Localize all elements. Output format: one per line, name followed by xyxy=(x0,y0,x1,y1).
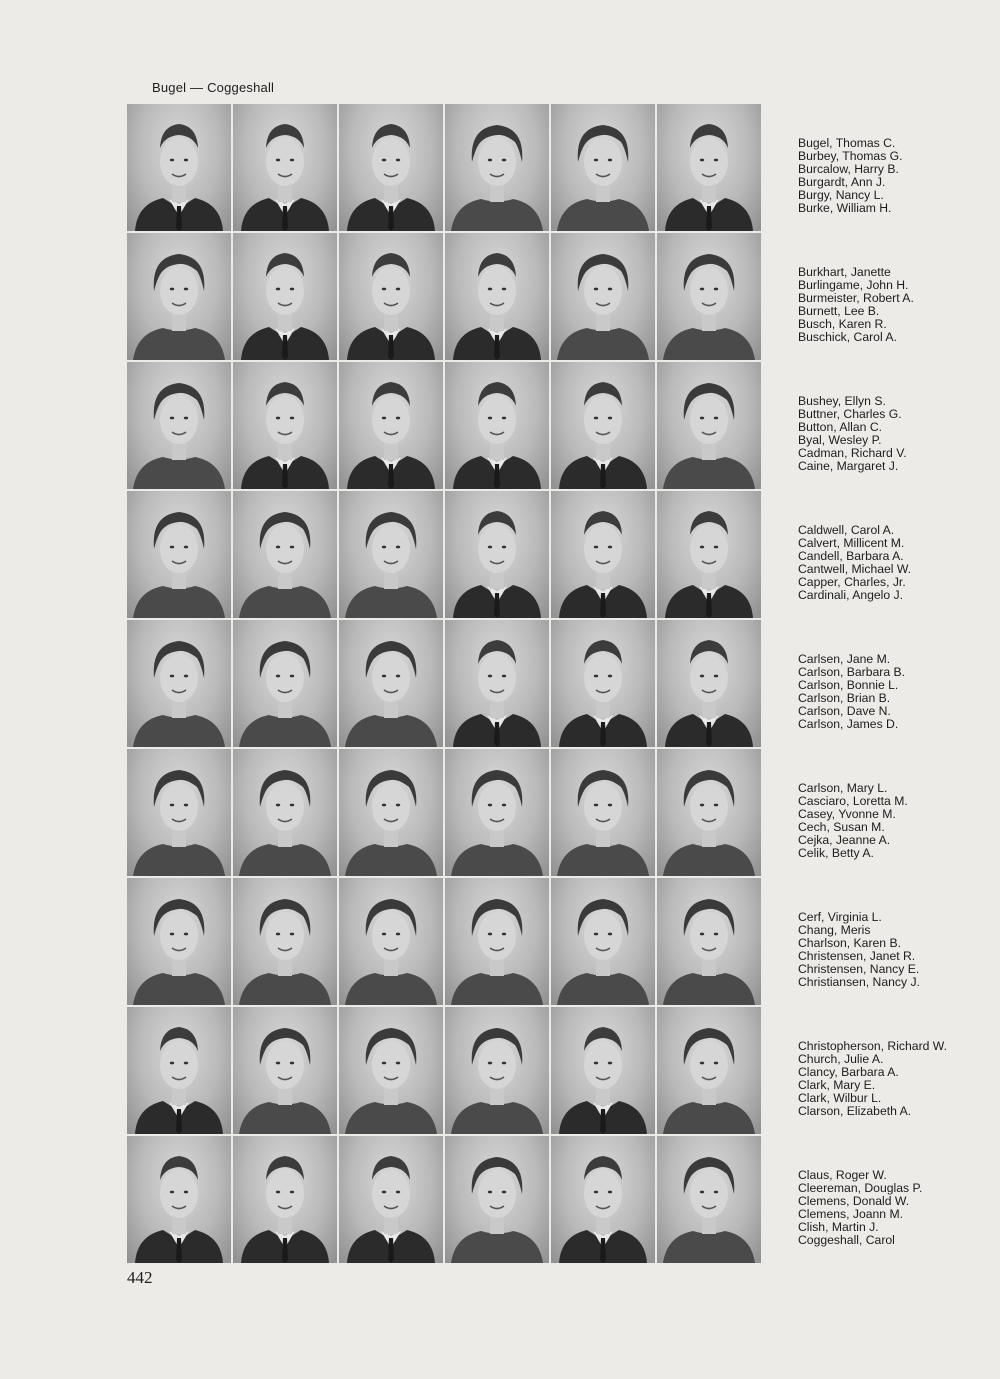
portrait-photo xyxy=(551,104,655,231)
running-head: Bugel — Coggeshall xyxy=(152,80,275,95)
portrait-photo xyxy=(339,104,443,231)
portrait-photo xyxy=(127,1136,231,1263)
portrait-photo xyxy=(657,749,761,876)
portrait-photo xyxy=(127,233,231,360)
student-name: Cantwell, Michael W. xyxy=(798,561,912,576)
portrait-photo xyxy=(551,620,655,747)
portrait-photo xyxy=(233,362,337,489)
student-name: Coggeshall, Carol xyxy=(798,1232,895,1247)
portrait-photo xyxy=(657,1136,761,1263)
student-name: Burnett, Lee B. xyxy=(798,303,880,318)
portrait-row xyxy=(127,1007,761,1134)
student-name: Cadman, Richard V. xyxy=(798,445,907,460)
student-name: Burke, William H. xyxy=(798,200,892,215)
portrait-photo xyxy=(233,491,337,618)
student-name: Burmeister, Robert A. xyxy=(798,290,914,305)
portrait-photo xyxy=(551,1007,655,1134)
student-name: Cejka, Jeanne A. xyxy=(798,832,891,847)
name-list xyxy=(798,1169,988,1246)
portrait-photo xyxy=(339,1136,443,1263)
portrait-row xyxy=(127,878,761,1005)
portrait-photo xyxy=(657,878,761,1005)
student-name: Candell, Barbara A. xyxy=(798,548,904,563)
student-name: Clarson, Elizabeth A. xyxy=(798,1103,912,1118)
student-name: Cech, Susan M. xyxy=(798,819,885,834)
portrait-row xyxy=(127,491,761,618)
student-name: Carlson, James D. xyxy=(798,716,899,731)
student-name: Claus, Roger W. xyxy=(798,1168,887,1182)
student-name: Clark, Wilbur L. xyxy=(798,1090,882,1105)
name-list xyxy=(798,266,988,343)
student-name: Clark, Mary E. xyxy=(798,1077,876,1092)
student-name: Chang, Meris xyxy=(798,922,871,937)
portrait-photo xyxy=(445,491,549,618)
portrait-row xyxy=(127,233,761,360)
student-name: Clemens, Joann M. xyxy=(798,1206,903,1221)
student-name: Cardinali, Angelo J. xyxy=(798,587,904,602)
student-name: Buschick, Carol A. xyxy=(798,329,897,344)
portrait-row xyxy=(127,1136,761,1263)
name-list xyxy=(798,395,988,472)
student-name: Clemens, Donald W. xyxy=(798,1193,910,1208)
student-name: Calvert, Millicent M. xyxy=(798,535,905,550)
student-name: Clish, Martin J. xyxy=(798,1219,879,1234)
page-number: 442 xyxy=(127,1268,153,1287)
portrait-photo xyxy=(127,620,231,747)
portrait-photo xyxy=(127,362,231,489)
student-name: Burbey, Thomas G. xyxy=(798,148,903,163)
portrait-photo xyxy=(445,233,549,360)
student-name: Bugel, Thomas C. xyxy=(798,136,896,150)
student-name: Church, Julie A. xyxy=(798,1051,884,1066)
name-list xyxy=(798,1040,988,1117)
portrait-photo xyxy=(127,104,231,231)
student-name: Casey, Yvonne M. xyxy=(798,806,896,821)
portrait-photo xyxy=(233,749,337,876)
student-name: Caine, Margaret J. xyxy=(798,458,899,473)
student-name: Christiansen, Nancy J. xyxy=(798,974,920,989)
student-name: Capper, Charles, Jr. xyxy=(798,574,906,589)
student-name: Carlson, Dave N. xyxy=(798,703,891,718)
portrait-photo xyxy=(127,749,231,876)
student-name: Christensen, Janet R. xyxy=(798,948,916,963)
student-name: Carlson, Bonnie L. xyxy=(798,677,899,692)
portrait-photo xyxy=(551,362,655,489)
name-list xyxy=(798,524,988,601)
student-name: Busch, Karen R. xyxy=(798,316,887,331)
name-list xyxy=(798,782,988,859)
portrait-photo xyxy=(339,362,443,489)
student-name: Buttner, Charles G. xyxy=(798,406,902,421)
name-list xyxy=(798,653,988,730)
student-name: Carlson, Mary L. xyxy=(798,781,888,795)
student-name: Cerf, Virginia L. xyxy=(798,910,882,924)
student-name: Caldwell, Carol A. xyxy=(798,523,895,537)
student-name: Casciaro, Loretta M. xyxy=(798,793,908,808)
portrait-photo xyxy=(657,620,761,747)
portrait-photo xyxy=(657,491,761,618)
portrait-photo xyxy=(339,233,443,360)
portrait-photo xyxy=(233,104,337,231)
portrait-photo xyxy=(127,1007,231,1134)
portrait-row xyxy=(127,104,761,231)
portrait-photo xyxy=(339,1007,443,1134)
student-name: Carlson, Brian B. xyxy=(798,690,891,705)
portrait-row xyxy=(127,620,761,747)
portrait-photo xyxy=(551,878,655,1005)
portrait-photo xyxy=(657,362,761,489)
portrait-photo xyxy=(551,233,655,360)
portrait-photo xyxy=(657,233,761,360)
portrait-row xyxy=(127,749,761,876)
portrait-photo xyxy=(551,749,655,876)
portrait-photo xyxy=(445,1007,549,1134)
portrait-photo xyxy=(445,362,549,489)
portrait-photo xyxy=(551,491,655,618)
portrait-photo xyxy=(127,491,231,618)
student-name: Bushey, Ellyn S. xyxy=(798,394,886,408)
portrait-photo xyxy=(551,1136,655,1263)
student-name: Clancy, Barbara A. xyxy=(798,1064,899,1079)
student-name: Burkhart, Janette xyxy=(798,265,891,279)
portrait-photo xyxy=(233,233,337,360)
portrait-photo xyxy=(657,1007,761,1134)
portrait-photo xyxy=(445,1136,549,1263)
portrait-photo xyxy=(233,1136,337,1263)
student-name: Carlson, Barbara B. xyxy=(798,664,906,679)
portrait-photo xyxy=(233,878,337,1005)
portrait-photo xyxy=(233,1007,337,1134)
portrait-photo xyxy=(445,104,549,231)
portrait-photo xyxy=(127,878,231,1005)
portrait-photo xyxy=(445,878,549,1005)
student-name: Burgy, Nancy L. xyxy=(798,187,884,202)
portrait-photo xyxy=(339,620,443,747)
student-name: Charlson, Karen B. xyxy=(798,935,901,950)
student-name: Christopherson, Richard W. xyxy=(798,1039,948,1053)
student-name: Burlingame, John H. xyxy=(798,277,909,292)
portrait-photo xyxy=(339,491,443,618)
portrait-row xyxy=(127,362,761,489)
student-name: Celik, Betty A. xyxy=(798,845,874,860)
portrait-photo xyxy=(233,620,337,747)
portrait-photo xyxy=(339,749,443,876)
portrait-photo xyxy=(445,749,549,876)
name-list xyxy=(798,911,988,988)
student-name: Burgardt, Ann J. xyxy=(798,174,886,189)
student-name: Burcalow, Harry B. xyxy=(798,161,899,176)
portrait-photo xyxy=(339,878,443,1005)
student-name: Byal, Wesley P. xyxy=(798,432,882,447)
student-name: Button, Allan C. xyxy=(798,419,883,434)
portrait-photo xyxy=(445,620,549,747)
name-list xyxy=(798,137,988,214)
student-name: Christensen, Nancy E. xyxy=(798,961,920,976)
student-name: Cleereman, Douglas P. xyxy=(798,1180,923,1195)
portrait-grid xyxy=(127,104,761,1265)
student-name: Carlsen, Jane M. xyxy=(798,652,891,666)
portrait-photo xyxy=(657,104,761,231)
